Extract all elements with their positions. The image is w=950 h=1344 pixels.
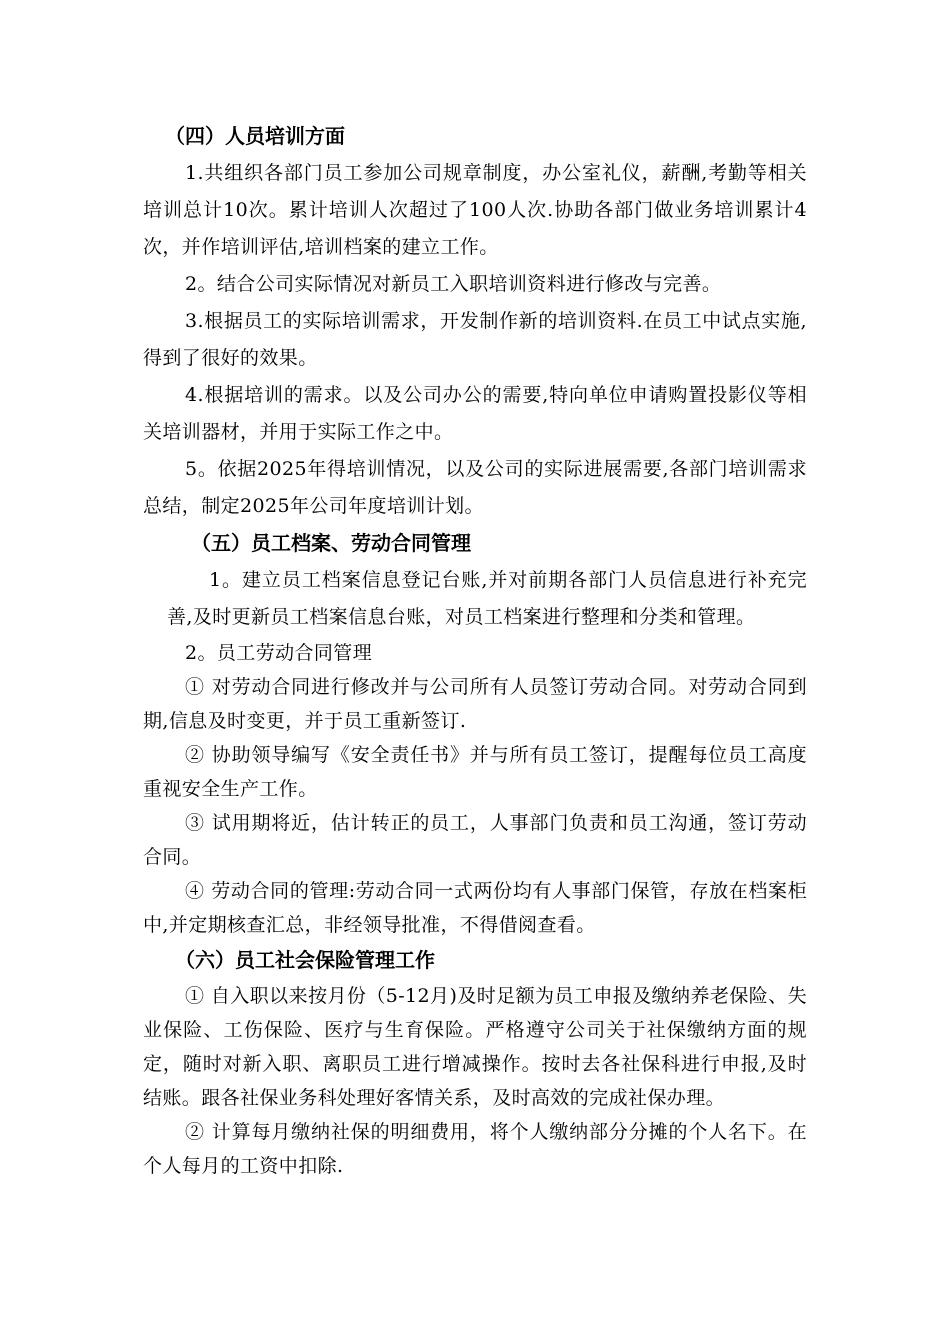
training-item-5: 5。依据2025年得培训情况，以及公司的实际进展需要,各部门培训需求总结，制定2025年公司年度培训计划。 bbox=[143, 458, 807, 517]
contract-subitem-1: ① 对劳动合同进行修改并与公司所有人员签订劳动合同。对劳动合同到期,信息及时变更，并于员工重新签订. bbox=[143, 676, 807, 732]
section-heading-archives: （五）员工档案、劳动合同管理 bbox=[191, 531, 471, 555]
document-body bbox=[143, 118, 807, 1183]
archives-item-1: 1。建立员工档案信息登记台账,并对前期各部门人员信息进行补充完善,及时更新员工档案信息台账，对员工档案进行整理和分类和管理。 bbox=[167, 569, 807, 628]
contract-subitem-2: ② 协助领导编写《安全责任书》并与所有员工签订，提醒每位员工高度重视安全生产工作。 bbox=[143, 744, 807, 800]
contract-subitem-4: ④ 劳动合同的管理:劳动合同一式两份均有人事部门保管，存放在档案柜中,并定期核查汇总，非经领导批准，不得借阅查看。 bbox=[143, 880, 807, 936]
training-item-3: 3.根据员工的实际培训需求，开发制作新的培训资料.在员工中试点实施,得到了很好的效果。 bbox=[143, 310, 807, 369]
section-heading-insurance: （六）员工社会保险管理工作 bbox=[175, 948, 435, 972]
training-item-1: 1.共组织各部门员工参加公司规章制度，办公室礼仪，薪酬,考勤等相关培训总计10次。累计培训人次超过了100人次.协助各部门做业务培训累计4次，并作培训评估,培训档案的建立工作。 bbox=[143, 162, 807, 258]
insurance-item-2: ② 计算每月缴纳社保的明细费用，将个人缴纳部分分摊的个人名下。在个人每月的工资中扣除. bbox=[143, 1121, 807, 1177]
contract-subitem-3: ③ 试用期将近，估计转正的员工，人事部门负责和员工沟通，签订劳动合同。 bbox=[143, 812, 807, 868]
section-heading-training: （四）人员培训方面 bbox=[165, 124, 345, 148]
training-item-2: 2。结合公司实际情况对新员工入职培训资料进行修改与完善。 bbox=[185, 273, 722, 295]
archives-item-2: 2。员工劳动合同管理 bbox=[185, 642, 373, 664]
insurance-item-1: ① 自入职以来按月份（5-12月)及时足额为员工申报及缴纳养老保险、失业保险、工伤保险、医疗与生育保险。严格遵守公司关于社保缴纳方面的规定，随时对新入职、离职员工进行增减操作。按时去各社保科进行申报,及时结账。跟各社保业务科处理好客情关系，及时高效的完成社保办理。 bbox=[143, 985, 807, 1109]
training-item-4: 4.根据培训的需求。以及公司办公的需要,特向单位申请购置投影仪等相关培训器材，并用于实际工作之中。 bbox=[143, 384, 807, 443]
